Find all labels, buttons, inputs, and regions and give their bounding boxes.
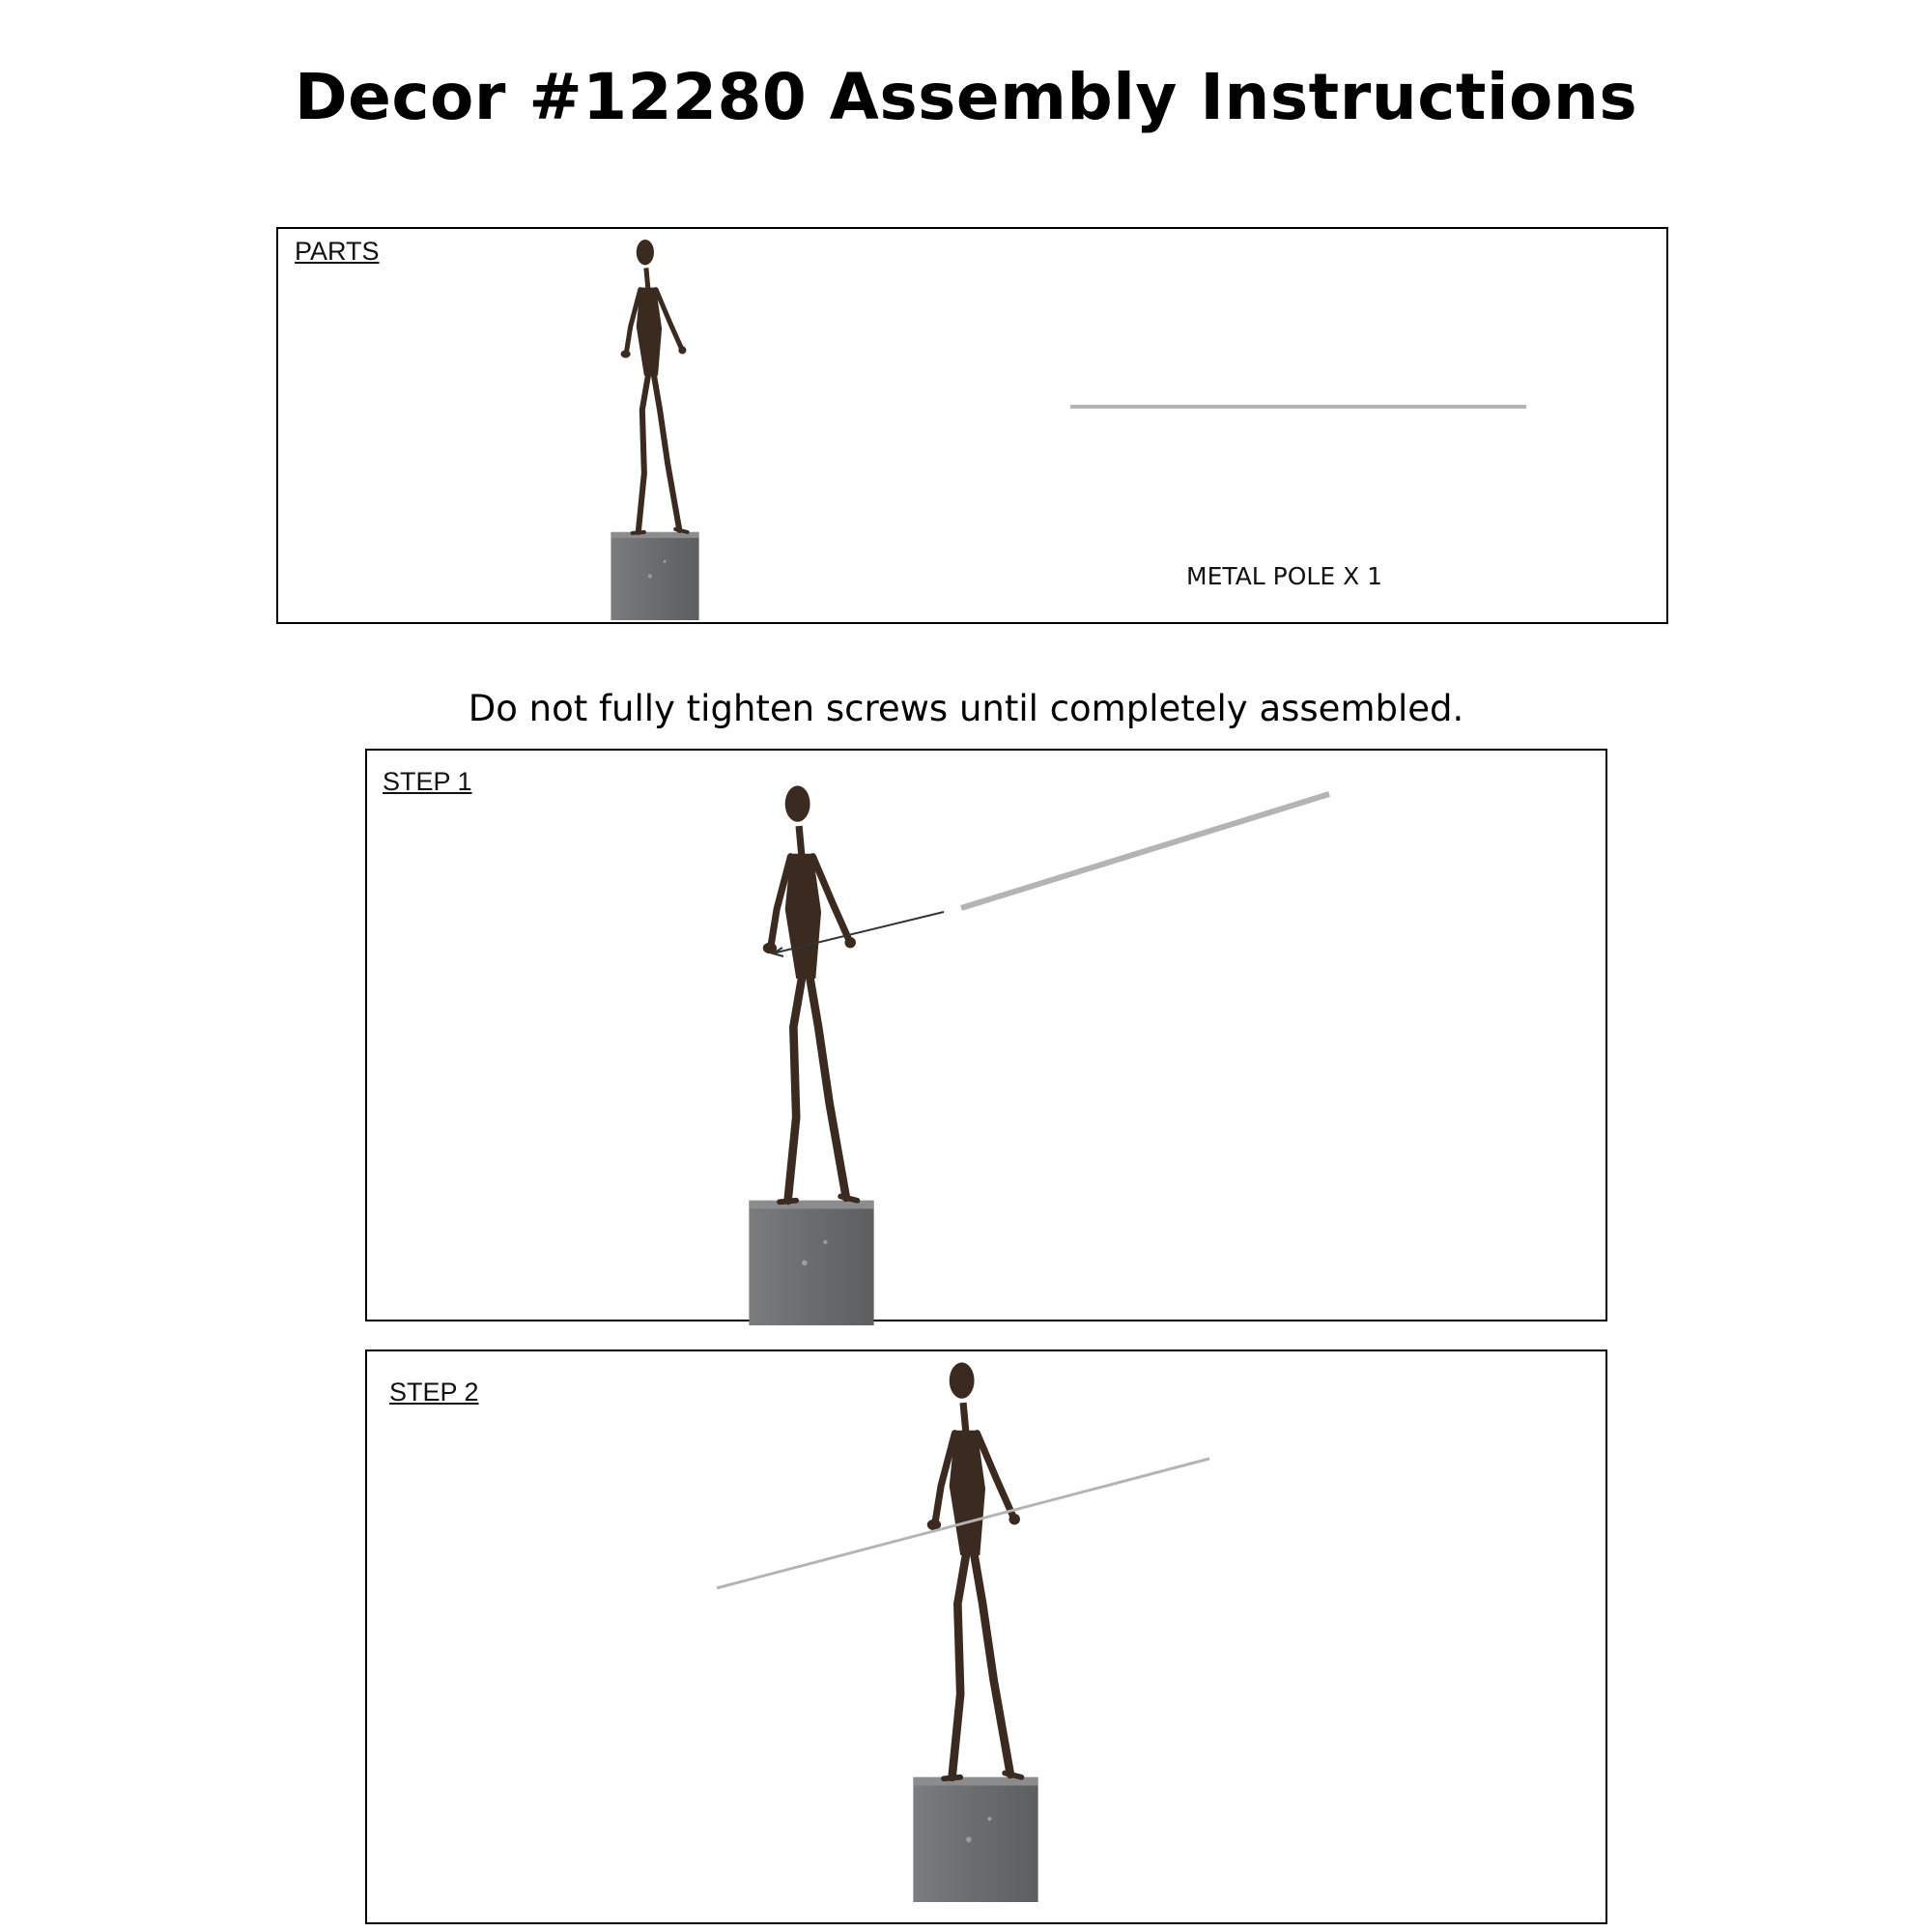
parts-panel bbox=[276, 227, 1668, 624]
step-1-panel bbox=[365, 749, 1607, 1321]
parts-label: PARTS bbox=[295, 237, 380, 266]
insert-arrow-illustration bbox=[763, 770, 1343, 963]
assembly-note: Do not fully tighten screws until completely assembled. bbox=[468, 688, 1464, 729]
sculpture-illustration bbox=[597, 239, 713, 620]
inserted-pole-illustration bbox=[715, 1453, 1217, 1598]
sculpture-illustration bbox=[903, 1361, 1048, 1902]
metal-pole-illustration bbox=[1070, 403, 1534, 412]
step-1-label: STEP 1 bbox=[383, 767, 472, 796]
metal-pole-caption: METAL POLE X 1 bbox=[1186, 562, 1383, 590]
step-2-panel bbox=[365, 1350, 1607, 1924]
page-title: Decor #12280 Assembly Instructions bbox=[294, 60, 1638, 134]
step-2-label: STEP 2 bbox=[389, 1378, 479, 1406]
